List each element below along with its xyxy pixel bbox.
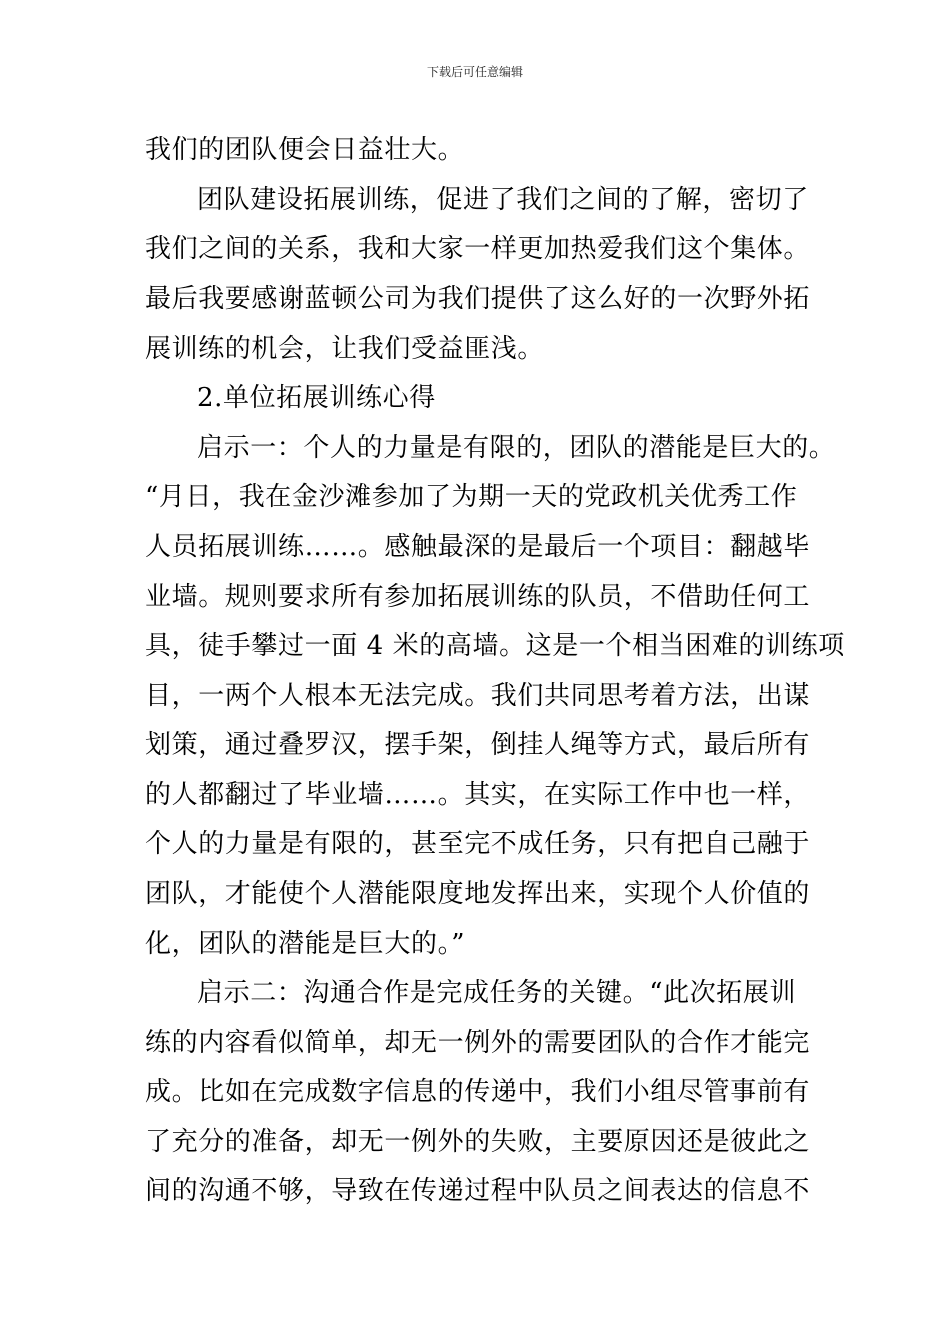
text-line: 启示二：沟通合作是完成任务的关键。“此次拓展训: [197, 978, 797, 1008]
text-line: 成。比如在完成数字信息的传递中，我们小组尽管事前有: [145, 1077, 811, 1107]
text-line: “月日，我在金沙滩参加了为期一天的党政机关优秀工作: [145, 482, 798, 512]
text-line: 练的内容看似简单，却无一例外的需要团队的合作才能完: [145, 1028, 811, 1058]
text-line: 团队，才能使个人潜能限度地发挥出来，实现个人价值的: [145, 879, 811, 909]
text-line: 目，一两个人根本无法完成。我们共同思考着方法，出谋: [145, 681, 811, 711]
text-line: 业墙。规则要求所有参加拓展训练的队员，不借助任何工: [145, 582, 811, 612]
text-line: 划策，通过叠罗汉，摆手架，倒挂人绳等方式，最后所有: [145, 730, 811, 760]
text-line: 最后我要感谢蓝顿公司为我们提供了这么好的一次野外拓: [145, 284, 811, 314]
text-line: 间的沟通不够，导致在传递过程中队员之间表达的信息不: [145, 1176, 811, 1206]
text-line: 个人的力量是有限的，甚至完不成任务，只有把自己融于: [145, 829, 811, 859]
text-line: 启示一：个人的力量是有限的，团队的潜能是巨大的。: [197, 433, 836, 463]
text-line: 展训练的机会，让我们受益匪浅。: [145, 334, 545, 364]
text-line: 团队建设拓展训练，促进了我们之间的了解，密切了: [197, 185, 809, 215]
text-line: 我们的团队便会日益壮大。: [145, 135, 465, 165]
text-line: 具，徒手攀过一面 4 米的高墙。这是一个相当困难的训练项: [145, 631, 845, 661]
text-line: 人员拓展训练……。感触最深的是最后一个项目：翻越毕: [145, 532, 811, 562]
text-line: 化，团队的潜能是巨大的。”: [145, 929, 466, 959]
text-line: 了充分的准备，却无一例外的失败，主要原因还是彼此之: [145, 1127, 811, 1157]
page-header: 下载后可任意编辑: [426, 65, 523, 79]
section-heading: 2.单位拓展训练心得: [197, 383, 436, 413]
text-line: 的人都翻过了毕业墙……。其实，在实际工作中也一样，: [145, 780, 811, 810]
text-line: 我们之间的关系，我和大家一样更加热爱我们这个集体。: [145, 234, 811, 264]
